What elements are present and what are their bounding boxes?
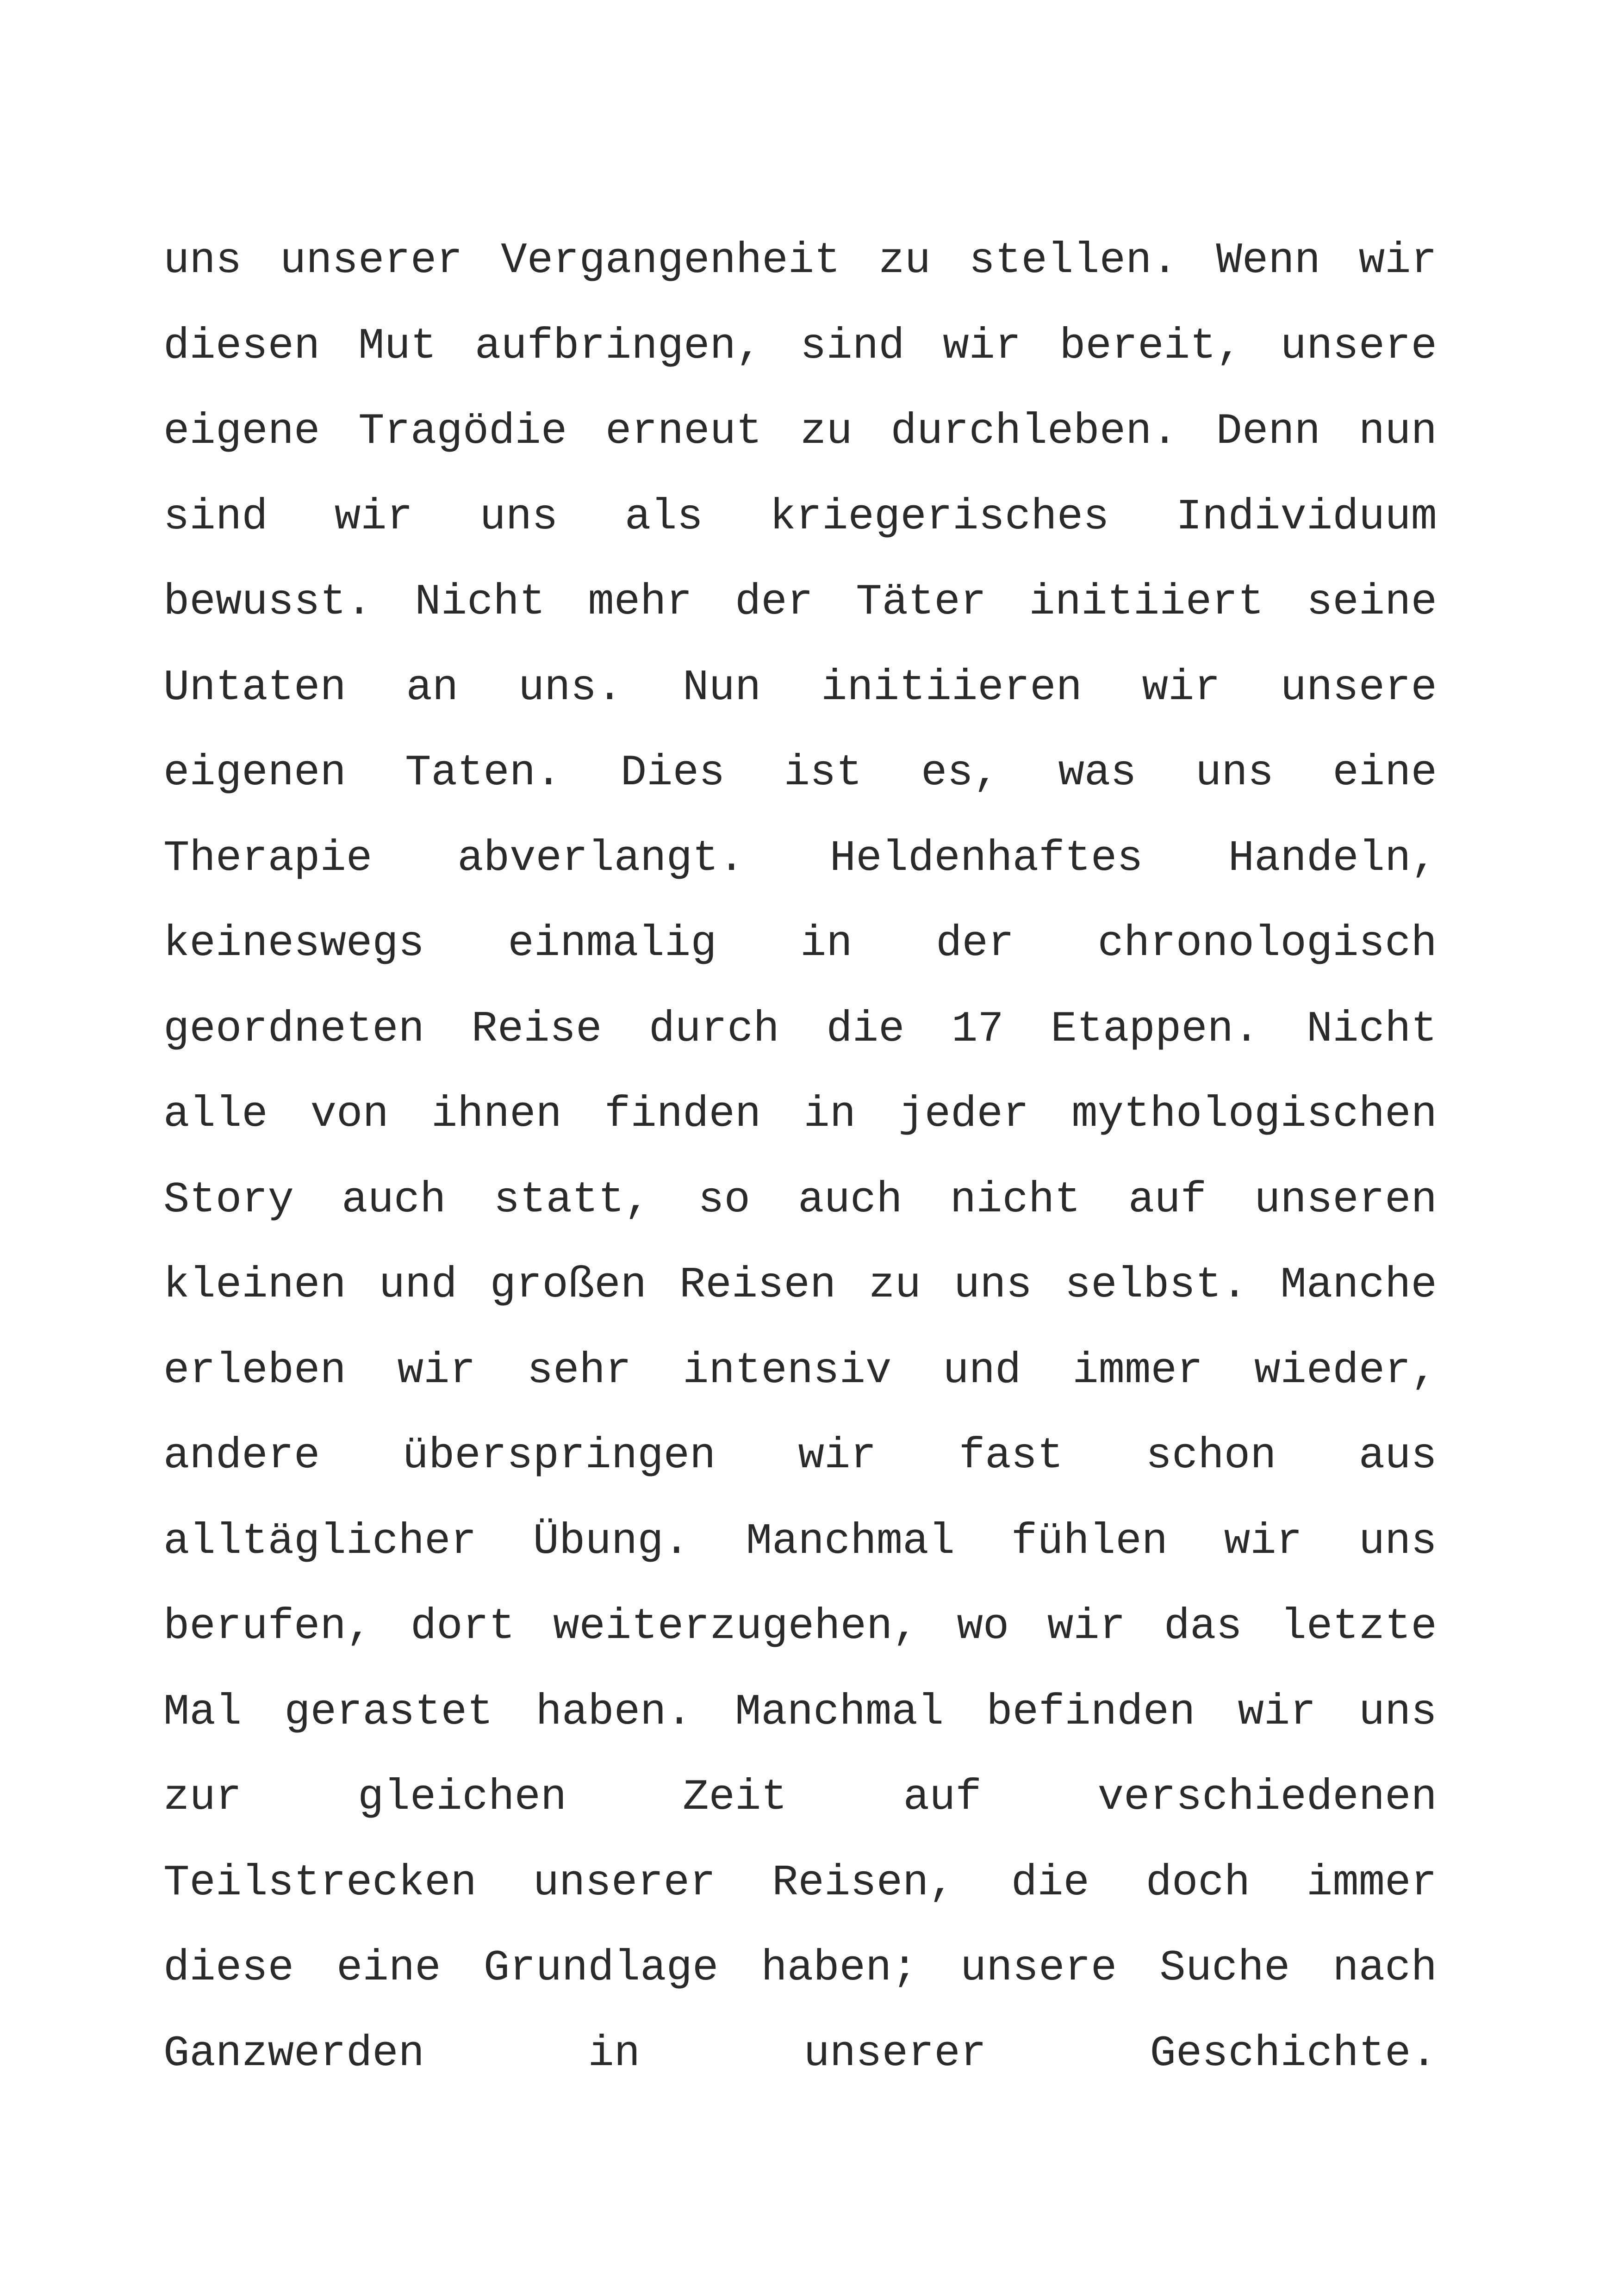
- word: andere: [163, 1432, 320, 1481]
- word: Suche: [1159, 1944, 1290, 1993]
- word: wir: [1047, 1602, 1126, 1651]
- word: eine: [1332, 749, 1437, 798]
- word: durch: [648, 1005, 779, 1054]
- text-line: [163, 475, 1437, 560]
- word: initiieren: [821, 663, 1083, 713]
- word: uns: [1358, 1517, 1437, 1566]
- word: fühlen: [1011, 1517, 1168, 1566]
- word: wo: [957, 1602, 1009, 1651]
- word: unsere: [960, 1944, 1117, 1993]
- word: selbst.: [1064, 1261, 1248, 1310]
- word: geordneten: [163, 1005, 425, 1054]
- word: alltäglicher: [163, 1517, 477, 1566]
- body-text: [163, 218, 1437, 2097]
- text-line: [163, 1584, 1437, 1670]
- word: ist: [784, 749, 862, 798]
- word: Handeln,: [1228, 834, 1437, 883]
- word: Übung.: [533, 1517, 690, 1566]
- word: alle: [163, 1090, 268, 1139]
- word: schon: [1145, 1432, 1276, 1481]
- word: nicht: [950, 1175, 1081, 1225]
- word: nun: [1358, 407, 1437, 456]
- text-line: [163, 1841, 1437, 1926]
- word: Manchmal: [734, 1688, 944, 1737]
- word: Heldenhaftes: [829, 834, 1143, 883]
- word: einmalig: [508, 919, 717, 968]
- word: auch: [342, 1175, 446, 1225]
- word: Teilstrecken: [163, 1858, 477, 1908]
- word: wir: [1358, 236, 1437, 285]
- word: das: [1164, 1602, 1242, 1651]
- word: uns: [953, 1261, 1033, 1310]
- word: und: [379, 1261, 457, 1310]
- word: immer: [1306, 1858, 1437, 1908]
- word: von: [310, 1090, 389, 1139]
- word: intensiv: [683, 1346, 892, 1396]
- word: 17: [951, 1005, 1004, 1054]
- word: wir: [334, 492, 413, 542]
- word: aus: [1358, 1432, 1437, 1481]
- word: durchleben.: [890, 407, 1178, 456]
- word: unserer: [533, 1858, 716, 1908]
- word: Ganzwerden: [163, 2029, 425, 2079]
- text-line: [163, 1243, 1437, 1328]
- text-line: [163, 1926, 1437, 2011]
- text-line: [163, 389, 1437, 475]
- word: der: [734, 578, 814, 627]
- text-line: [163, 816, 1437, 902]
- word: zu: [800, 407, 853, 456]
- word: seine: [1306, 578, 1437, 627]
- word: Reisen: [679, 1261, 836, 1310]
- word: Nicht: [1306, 1005, 1437, 1054]
- text-line: [163, 1414, 1437, 1499]
- word: eine: [336, 1944, 441, 1993]
- word: Tragödie: [358, 407, 567, 456]
- word: Denn: [1216, 407, 1321, 456]
- word: Mut: [358, 322, 437, 371]
- word: die: [1011, 1858, 1089, 1908]
- word: Vergangenheit: [501, 236, 840, 285]
- word: verschiedenen: [1097, 1773, 1437, 1822]
- word: gerastet: [284, 1688, 493, 1737]
- word: Täter: [856, 578, 987, 627]
- word: berufen,: [163, 1602, 373, 1651]
- word: chronologisch: [1097, 919, 1437, 968]
- word: wieder,: [1254, 1346, 1437, 1396]
- text-line: [163, 645, 1437, 731]
- text-line: [163, 304, 1437, 390]
- word: erneut: [605, 407, 762, 456]
- word: haben;: [761, 1944, 918, 1993]
- word: und: [943, 1346, 1021, 1396]
- word: uns: [1358, 1688, 1437, 1737]
- word: wir: [798, 1432, 877, 1481]
- word: eigenen: [163, 749, 346, 798]
- word: Mal: [163, 1688, 242, 1737]
- text-line: [163, 1072, 1437, 1158]
- word: Grundlage: [483, 1944, 719, 1993]
- word: eigene: [163, 407, 320, 456]
- text-line: [163, 1670, 1437, 1756]
- word: finden: [604, 1090, 761, 1139]
- word: fast: [958, 1432, 1064, 1481]
- word: haben.: [535, 1688, 692, 1737]
- word: in: [800, 919, 853, 968]
- word: dort: [410, 1602, 515, 1651]
- word: aufbringen,: [474, 322, 762, 371]
- word: immer: [1072, 1346, 1203, 1396]
- word: stellen.: [969, 236, 1178, 285]
- word: Etappen.: [1051, 1005, 1260, 1054]
- word: uns: [163, 236, 242, 285]
- word: sehr: [527, 1346, 632, 1396]
- word: weiterzugehen,: [553, 1602, 919, 1651]
- word: mehr: [588, 578, 692, 627]
- word: ihnen: [431, 1090, 562, 1139]
- word: Nun: [683, 663, 761, 713]
- text-line: [163, 731, 1437, 816]
- word: Dies: [620, 749, 725, 798]
- word: statt,: [493, 1175, 651, 1225]
- word: Reise: [471, 1005, 602, 1054]
- word: letzte: [1280, 1602, 1437, 1651]
- word: auf: [1128, 1175, 1207, 1225]
- word: Manchmal: [746, 1517, 955, 1566]
- text-line: [163, 218, 1437, 304]
- word: Nicht: [415, 578, 546, 627]
- word: kriegerisches: [770, 492, 1109, 542]
- word: uns.: [518, 663, 623, 713]
- text-line: [163, 1755, 1437, 1841]
- word: unserer: [280, 236, 463, 285]
- word: Manche: [1280, 1261, 1437, 1310]
- word: wir: [943, 322, 1021, 371]
- word: mythologischen: [1071, 1090, 1437, 1139]
- word: Taten.: [405, 749, 562, 798]
- word: unsere: [1280, 322, 1437, 371]
- word: zu: [878, 236, 931, 285]
- word: wir: [1238, 1688, 1316, 1737]
- word: diesen: [163, 322, 320, 371]
- word: die: [826, 1005, 905, 1054]
- text-line: [163, 987, 1437, 1073]
- word: unsere: [1280, 663, 1437, 713]
- word: was: [1058, 749, 1137, 798]
- word: überspringen: [402, 1432, 716, 1481]
- word: Wenn: [1216, 236, 1321, 285]
- word: wir: [1142, 663, 1220, 713]
- word: bewusst.: [163, 578, 373, 627]
- word: in: [588, 2029, 641, 2079]
- word: sind: [800, 322, 905, 371]
- word: wir: [397, 1346, 476, 1396]
- word: erleben: [163, 1346, 346, 1396]
- word: doch: [1145, 1858, 1251, 1908]
- word: uns: [479, 492, 558, 542]
- word: der: [936, 919, 1014, 968]
- text-line: [163, 2011, 1437, 2097]
- text-line: [163, 1158, 1437, 1243]
- text-line: [163, 560, 1437, 645]
- word: zur: [163, 1773, 242, 1822]
- word: so: [698, 1175, 751, 1225]
- word: Untaten: [163, 663, 346, 713]
- text-line: [163, 1499, 1437, 1585]
- word: befinden: [986, 1688, 1195, 1737]
- word: Reisen,: [772, 1858, 955, 1908]
- word: keineswegs: [163, 919, 425, 968]
- text-line: [163, 1328, 1437, 1414]
- word: diese: [163, 1944, 294, 1993]
- word: in: [803, 1090, 856, 1139]
- word: Geschichte.: [1150, 2029, 1437, 2079]
- word: jeder: [898, 1090, 1029, 1139]
- word: unseren: [1254, 1175, 1437, 1225]
- word: großen: [490, 1261, 647, 1310]
- word: bereit,: [1059, 322, 1242, 371]
- word: nach: [1332, 1944, 1437, 1993]
- word: abverlangt.: [457, 834, 745, 883]
- word: auch: [798, 1175, 902, 1225]
- word: unserer: [803, 2029, 987, 2079]
- word: zu: [869, 1261, 921, 1310]
- word: initiiert: [1029, 578, 1264, 627]
- word: an: [406, 663, 459, 713]
- word: sind: [163, 492, 268, 542]
- text-line: [163, 901, 1437, 987]
- word: Therapie: [163, 834, 373, 883]
- word: uns: [1195, 749, 1274, 798]
- word: gleichen: [358, 1773, 567, 1822]
- word: Story: [163, 1175, 294, 1225]
- word: Individuum: [1176, 492, 1437, 542]
- word: wir: [1224, 1517, 1303, 1566]
- word: kleinen: [163, 1261, 346, 1310]
- word: Zeit: [683, 1773, 787, 1822]
- word: auf: [903, 1773, 982, 1822]
- word: als: [624, 492, 703, 542]
- word: es,: [921, 749, 1000, 798]
